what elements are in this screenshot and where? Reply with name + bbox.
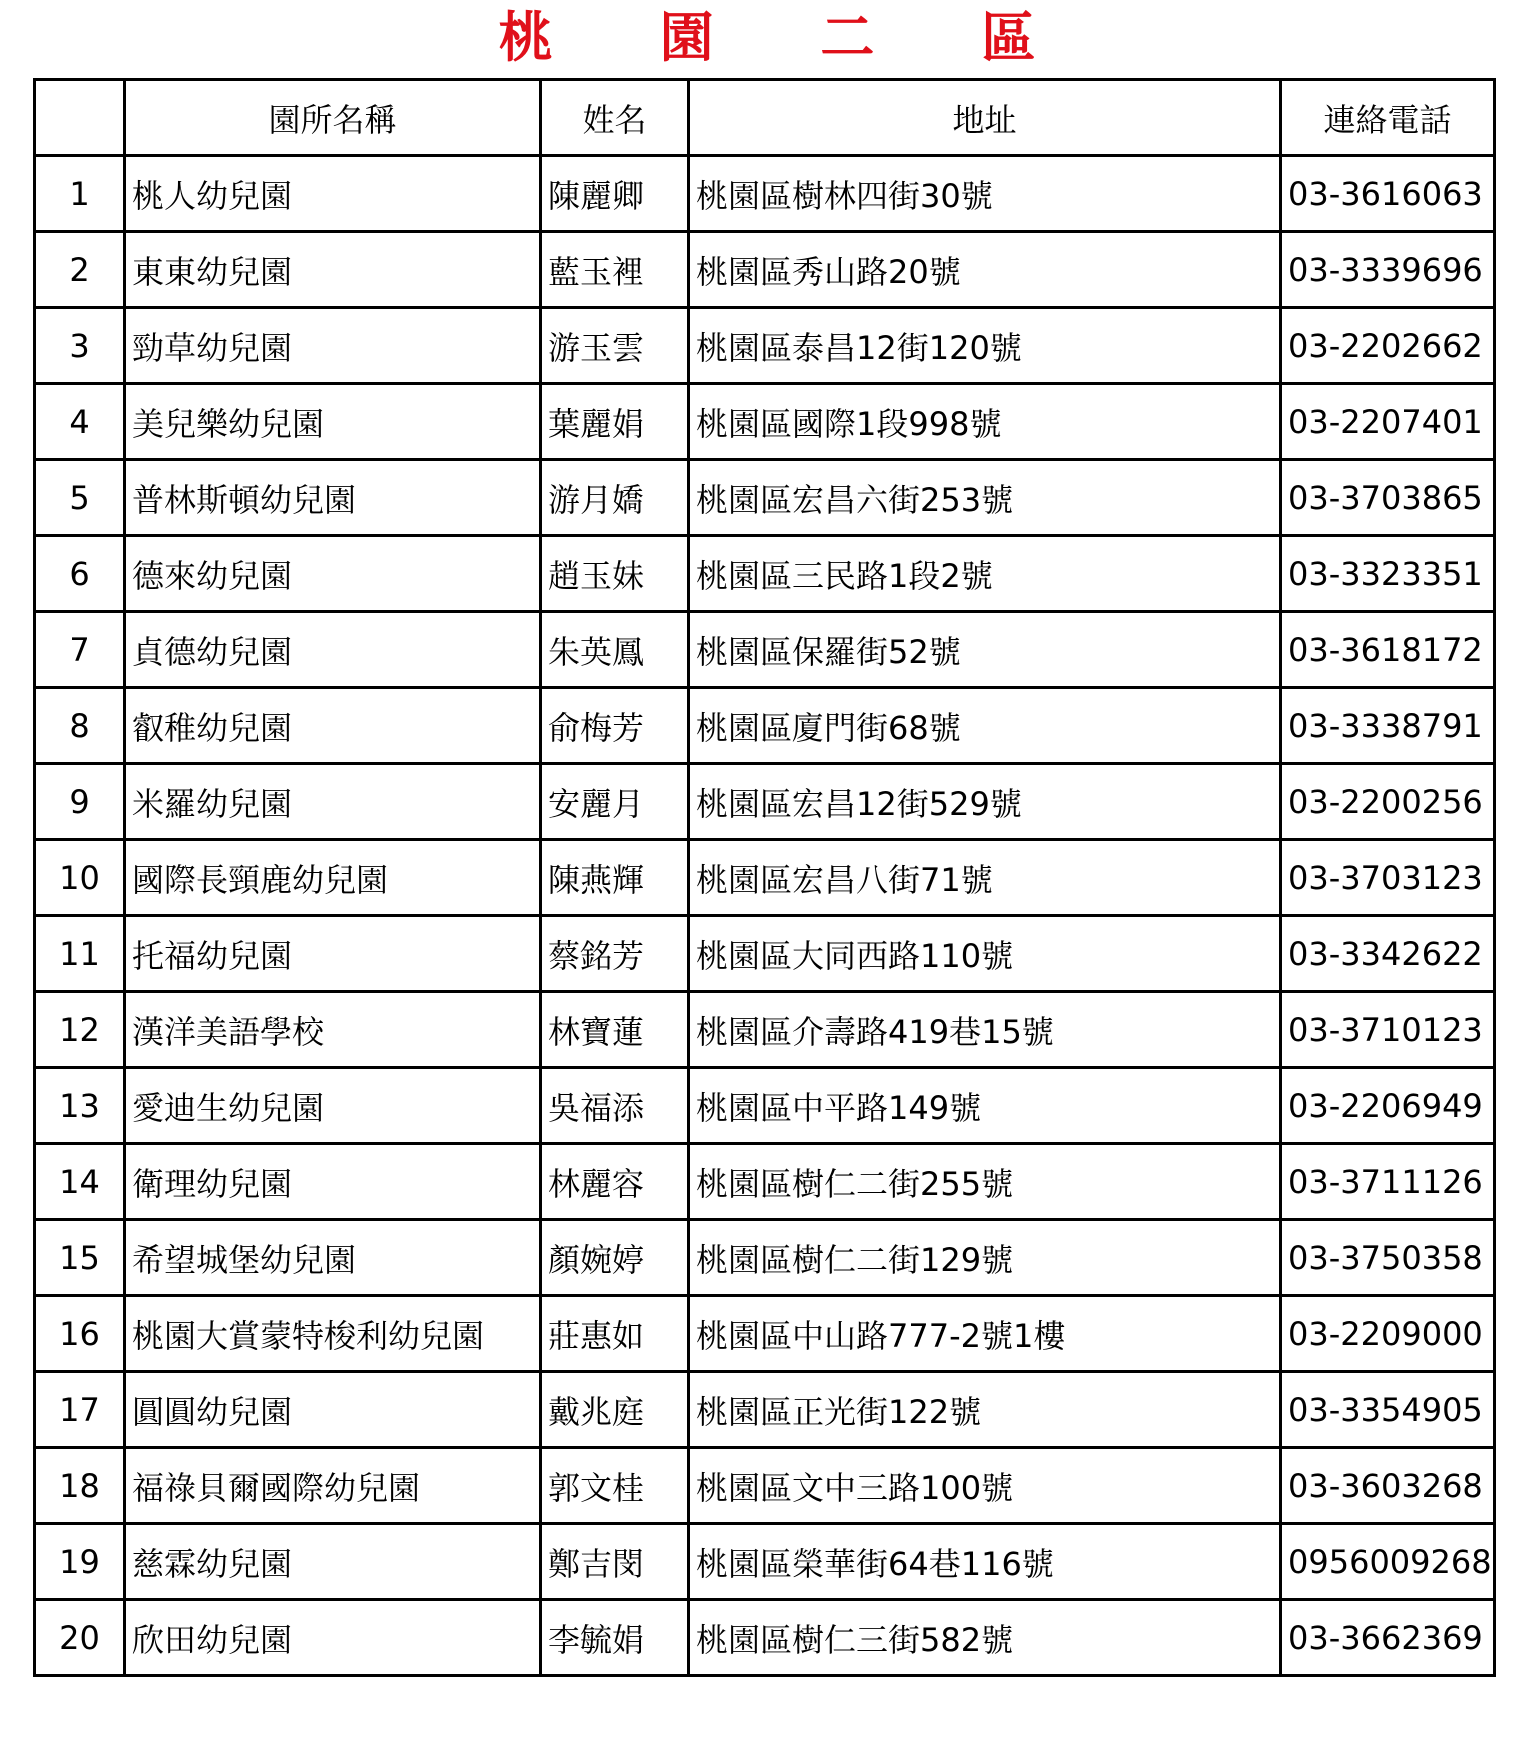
- header-phone: 連絡電話: [1281, 80, 1495, 156]
- address-cell: 桃園區保羅街52號: [689, 612, 1281, 688]
- school-name-cell: 叡稚幼兒園: [125, 688, 541, 764]
- row-number: 4: [35, 384, 125, 460]
- phone-cell: 03-3323351: [1281, 536, 1495, 612]
- person-name-cell: 戴兆庭: [541, 1372, 689, 1448]
- table-row: [35, 688, 1495, 764]
- address-cell: 桃園區泰昌12街120號: [689, 308, 1281, 384]
- table-row: [35, 1600, 1495, 1676]
- address-cell: 桃園區三民路1段2號: [689, 536, 1281, 612]
- person-name-cell: 游玉雲: [541, 308, 689, 384]
- person-name-cell: 俞梅芳: [541, 688, 689, 764]
- address-cell: 桃園區宏昌12街529號: [689, 764, 1281, 840]
- phone-cell: 03-3603268: [1281, 1448, 1495, 1524]
- school-name-cell: 愛迪生幼兒園: [125, 1068, 541, 1144]
- person-name-cell: 葉麗娟: [541, 384, 689, 460]
- person-name-cell: 莊惠如: [541, 1296, 689, 1372]
- person-name-cell: 林麗容: [541, 1144, 689, 1220]
- address-cell: 桃園區廈門街68號: [689, 688, 1281, 764]
- phone-cell: 03-2206949: [1281, 1068, 1495, 1144]
- address-cell: 桃園區樹仁二街129號: [689, 1220, 1281, 1296]
- row-number: 7: [35, 612, 125, 688]
- row-number: 19: [35, 1524, 125, 1600]
- person-name-cell: 陳燕輝: [541, 840, 689, 916]
- row-number: 14: [35, 1144, 125, 1220]
- school-name-cell: 慈霖幼兒園: [125, 1524, 541, 1600]
- phone-cell: 03-3710123: [1281, 992, 1495, 1068]
- person-name-cell: 李毓娟: [541, 1600, 689, 1676]
- school-name-cell: 勁草幼兒園: [125, 308, 541, 384]
- table-row: [35, 308, 1495, 384]
- row-number: 6: [35, 536, 125, 612]
- table-row: [35, 1372, 1495, 1448]
- school-name-cell: 托福幼兒園: [125, 916, 541, 992]
- row-number: 2: [35, 232, 125, 308]
- table-row: [35, 1144, 1495, 1220]
- school-name-cell: 希望城堡幼兒園: [125, 1220, 541, 1296]
- phone-cell: 03-3750358: [1281, 1220, 1495, 1296]
- school-name-cell: 德來幼兒園: [125, 536, 541, 612]
- row-number: 13: [35, 1068, 125, 1144]
- row-number: 11: [35, 916, 125, 992]
- row-number: 8: [35, 688, 125, 764]
- phone-cell: 03-3703865: [1281, 460, 1495, 536]
- header-number: [35, 80, 125, 156]
- table-row: [35, 536, 1495, 612]
- address-cell: 桃園區正光街122號: [689, 1372, 1281, 1448]
- header-person-name: 姓名: [541, 80, 689, 156]
- row-number: 1: [35, 156, 125, 232]
- school-name-cell: 桃人幼兒園: [125, 156, 541, 232]
- school-name-cell: 國際長頸鹿幼兒園: [125, 840, 541, 916]
- school-name-cell: 東東幼兒園: [125, 232, 541, 308]
- person-name-cell: 林寶蓮: [541, 992, 689, 1068]
- phone-cell: 03-3339696: [1281, 232, 1495, 308]
- school-name-cell: 桃園大賞蒙特梭利幼兒園: [125, 1296, 541, 1372]
- person-name-cell: 安麗月: [541, 764, 689, 840]
- address-cell: 桃園區樹林四街30號: [689, 156, 1281, 232]
- school-name-cell: 衛理幼兒園: [125, 1144, 541, 1220]
- person-name-cell: 郭文桂: [541, 1448, 689, 1524]
- person-name-cell: 藍玉裡: [541, 232, 689, 308]
- phone-cell: 03-2209000: [1281, 1296, 1495, 1372]
- table-header-row: [35, 80, 1495, 156]
- address-cell: 桃園區文中三路100號: [689, 1448, 1281, 1524]
- address-cell: 桃園區中平路149號: [689, 1068, 1281, 1144]
- school-name-cell: 福祿貝爾國際幼兒園: [125, 1448, 541, 1524]
- person-name-cell: 游月嬌: [541, 460, 689, 536]
- person-name-cell: 蔡銘芳: [541, 916, 689, 992]
- header-school-name: 園所名稱: [125, 80, 541, 156]
- school-name-cell: 圓圓幼兒園: [125, 1372, 541, 1448]
- row-number: 10: [35, 840, 125, 916]
- table-row: [35, 460, 1495, 536]
- table-row: [35, 1296, 1495, 1372]
- person-name-cell: 朱英鳳: [541, 612, 689, 688]
- phone-cell: 03-2207401: [1281, 384, 1495, 460]
- address-cell: 桃園區國際1段998號: [689, 384, 1281, 460]
- school-name-cell: 美兒樂幼兒園: [125, 384, 541, 460]
- row-number: 5: [35, 460, 125, 536]
- row-number: 3: [35, 308, 125, 384]
- table-row: [35, 1220, 1495, 1296]
- row-number: 9: [35, 764, 125, 840]
- phone-cell: 03-3338791: [1281, 688, 1495, 764]
- table-row: [35, 612, 1495, 688]
- phone-cell: 03-2202662: [1281, 308, 1495, 384]
- table-body: [35, 156, 1495, 1676]
- row-number: 20: [35, 1600, 125, 1676]
- row-number: 15: [35, 1220, 125, 1296]
- row-number: 16: [35, 1296, 125, 1372]
- kindergarten-table: [33, 78, 1496, 1677]
- table-row: [35, 1068, 1495, 1144]
- table-row: [35, 1524, 1495, 1600]
- phone-cell: 03-3616063: [1281, 156, 1495, 232]
- phone-cell: 03-2200256: [1281, 764, 1495, 840]
- table-row: [35, 916, 1495, 992]
- person-name-cell: 趙玉妹: [541, 536, 689, 612]
- address-cell: 桃園區榮華街64巷116號: [689, 1524, 1281, 1600]
- address-cell: 桃園區宏昌八街71號: [689, 840, 1281, 916]
- address-cell: 桃園區樹仁二街255號: [689, 1144, 1281, 1220]
- address-cell: 桃園區介壽路419巷15號: [689, 992, 1281, 1068]
- row-number: 18: [35, 1448, 125, 1524]
- school-name-cell: 米羅幼兒園: [125, 764, 541, 840]
- person-name-cell: 顏婉婷: [541, 1220, 689, 1296]
- address-cell: 桃園區秀山路20號: [689, 232, 1281, 308]
- phone-cell: 03-3342622: [1281, 916, 1495, 992]
- table-row: [35, 232, 1495, 308]
- address-cell: 桃園區大同西路110號: [689, 916, 1281, 992]
- phone-cell: 03-3703123: [1281, 840, 1495, 916]
- person-name-cell: 陳麗卿: [541, 156, 689, 232]
- page-title: 桃 園 二 區: [498, 6, 1080, 69]
- phone-cell: 03-3662369: [1281, 1600, 1495, 1676]
- school-name-cell: 普林斯頓幼兒園: [125, 460, 541, 536]
- address-cell: 桃園區宏昌六街253號: [689, 460, 1281, 536]
- phone-cell: 03-3354905: [1281, 1372, 1495, 1448]
- table-row: [35, 384, 1495, 460]
- table-row: [35, 156, 1495, 232]
- table-row: [35, 764, 1495, 840]
- phone-cell: 03-3711126: [1281, 1144, 1495, 1220]
- row-number: 17: [35, 1372, 125, 1448]
- address-cell: 桃園區中山路777-2號1樓: [689, 1296, 1281, 1372]
- school-name-cell: 貞德幼兒園: [125, 612, 541, 688]
- phone-cell: 0956009268: [1281, 1524, 1495, 1600]
- phone-cell: 03-3618172: [1281, 612, 1495, 688]
- header-address: 地址: [689, 80, 1281, 156]
- table-row: [35, 840, 1495, 916]
- table-row: [35, 992, 1495, 1068]
- row-number: 12: [35, 992, 125, 1068]
- address-cell: 桃園區樹仁三街582號: [689, 1600, 1281, 1676]
- person-name-cell: 吳福添: [541, 1068, 689, 1144]
- person-name-cell: 鄭吉閔: [541, 1524, 689, 1600]
- school-name-cell: 漢洋美語學校: [125, 992, 541, 1068]
- table-row: [35, 1448, 1495, 1524]
- school-name-cell: 欣田幼兒園: [125, 1600, 541, 1676]
